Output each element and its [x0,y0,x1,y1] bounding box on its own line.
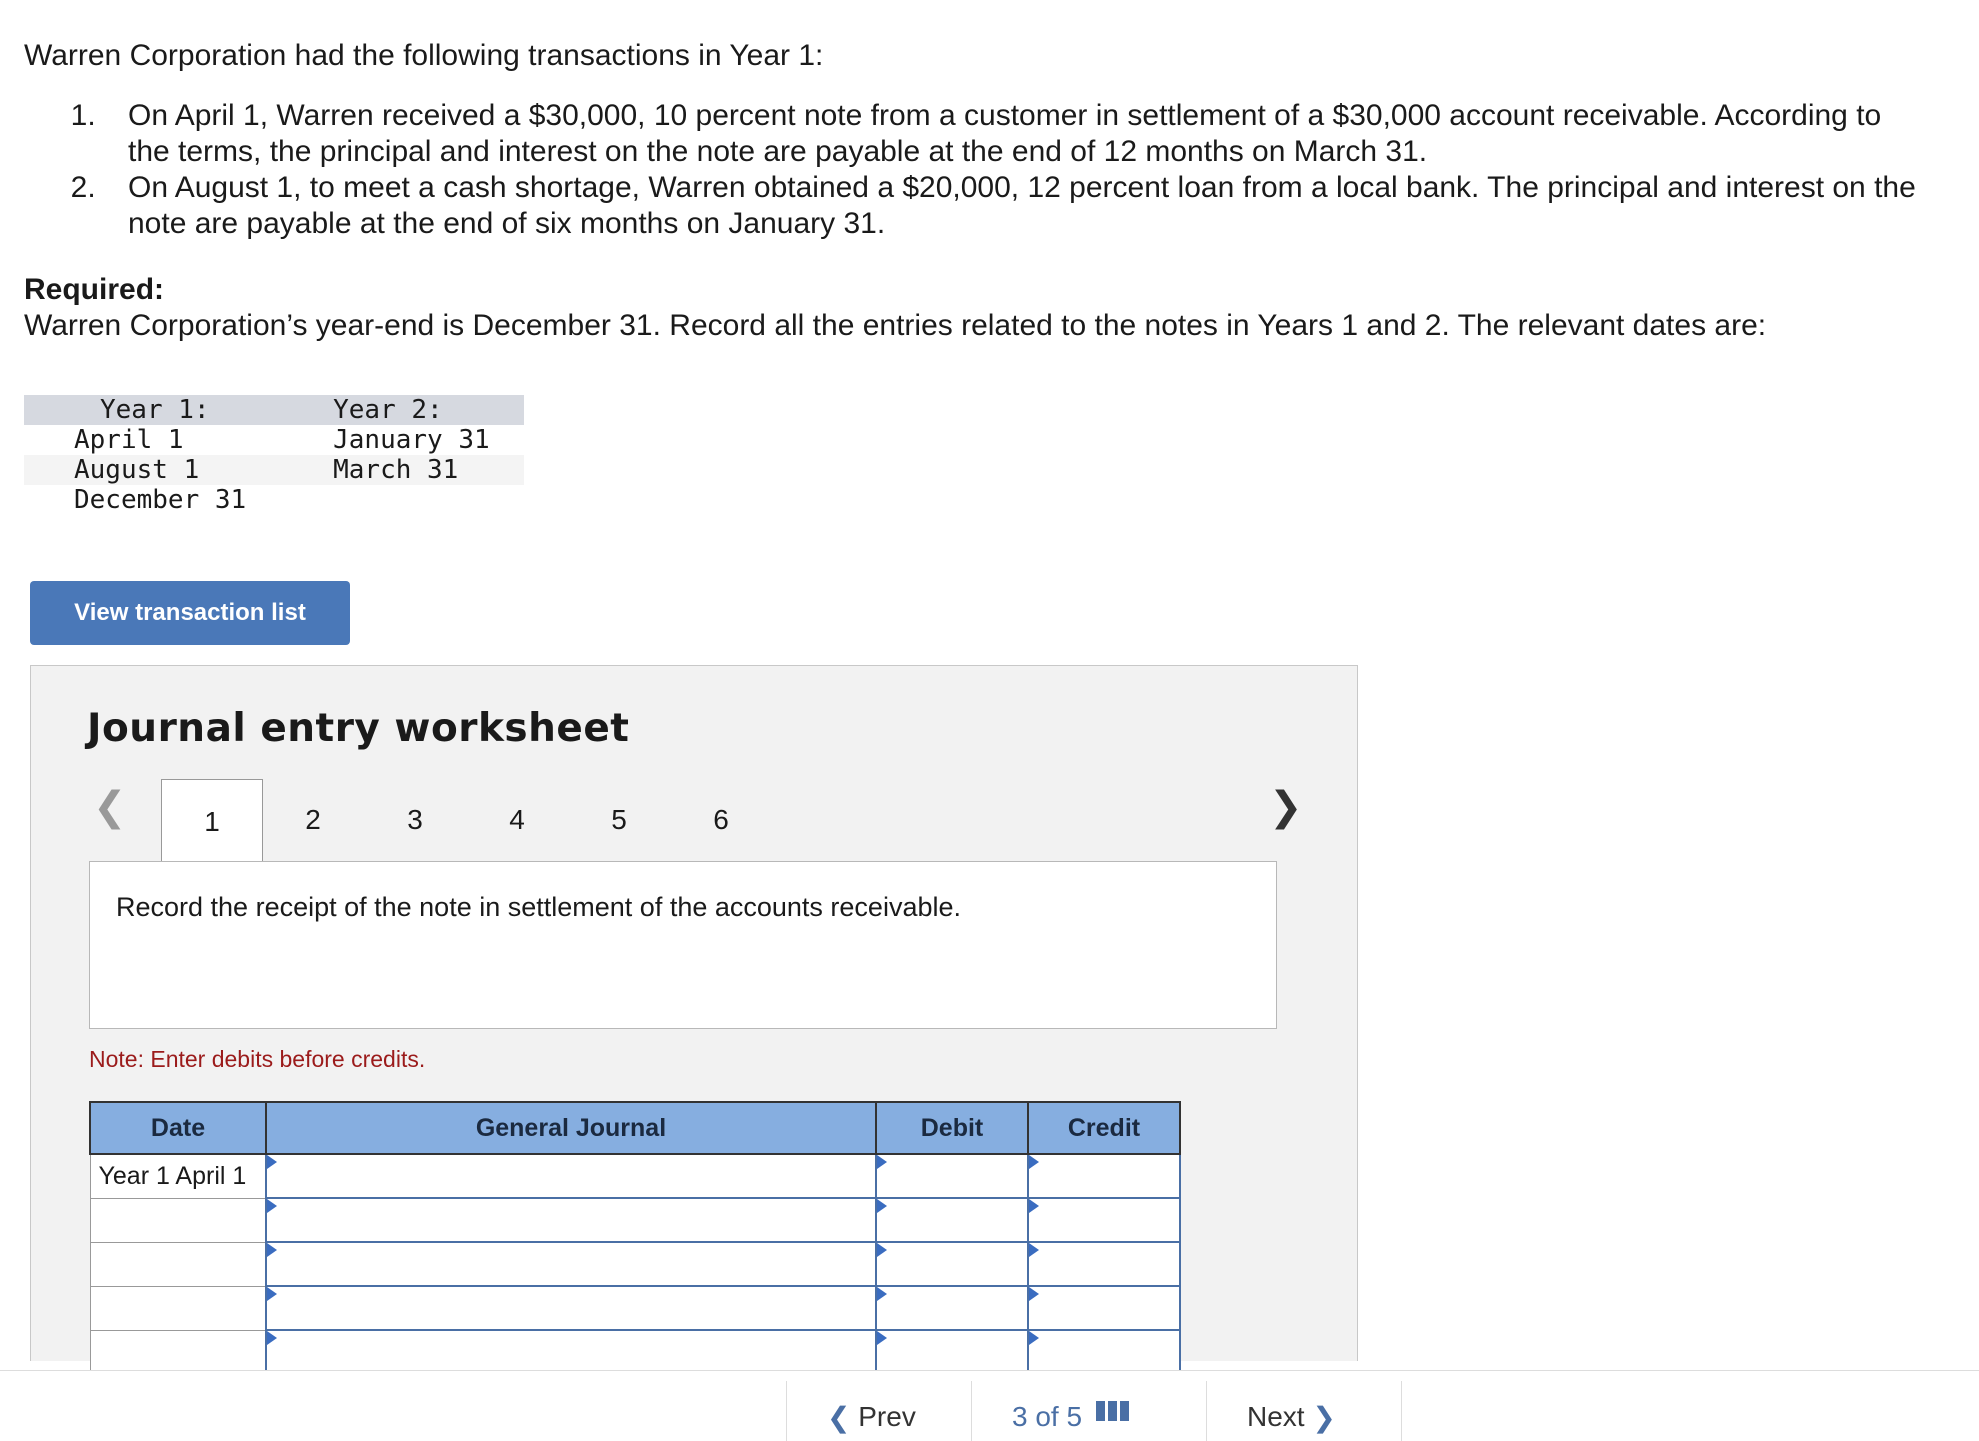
account-select[interactable] [266,1198,876,1242]
journal-row [90,1154,1180,1198]
view-transaction-list-button[interactable]: View transaction list [30,581,350,645]
relevant-dates-table [24,395,524,515]
next-label: Next [1247,1401,1305,1432]
grid-icon [1096,1401,1130,1421]
chevron-right-icon: ❯ [1304,1402,1336,1433]
credit-input[interactable] [1028,1242,1180,1286]
credit-input[interactable] [1028,1330,1180,1374]
prev-button[interactable] [787,1381,972,1441]
dates-row [24,425,524,455]
dates-header-year2: Year 2: [283,395,524,425]
debit-credit-note: Note: Enter debits before credits. [89,1046,426,1072]
dropdown-marker-icon [877,1287,887,1301]
account-select[interactable] [266,1330,876,1374]
journal-row [90,1242,1180,1286]
credit-input[interactable] [1028,1286,1180,1330]
dropdown-marker-icon [877,1155,887,1169]
journal-row [90,1198,1180,1242]
tab-2[interactable]: 2 [305,804,321,835]
total-questions: 5 [1066,1401,1083,1432]
required-heading: Required: [24,273,165,306]
required-text: Warren Corporation’s year-end is December 31. Record all the entries related to the notes in Years 1 and 2. The relevant dates are: [24,309,1767,342]
date-cell[interactable] [90,1198,266,1242]
of-label: of [1035,1401,1059,1432]
account-select[interactable] [266,1154,876,1198]
chevron-right-icon[interactable]: ❯ [1269,785,1303,829]
tab-6[interactable]: 6 [713,804,729,835]
required-section [24,272,1924,344]
bottom-navigation-bar [0,1370,1979,1431]
tab-4[interactable]: 4 [509,804,525,835]
debit-input[interactable] [876,1198,1028,1242]
journal-table [89,1101,1181,1375]
dates-row [24,455,524,485]
dates-header-year1: Year 1: [24,395,283,425]
question-pager [786,1381,1336,1441]
dropdown-marker-icon [267,1199,277,1213]
debit-column-header: Debit [876,1102,1028,1154]
tab-3[interactable]: 3 [407,804,423,835]
tab-5[interactable]: 5 [611,804,627,835]
dates-cell: December 31 [74,485,247,515]
debit-input[interactable] [876,1242,1028,1286]
dropdown-marker-icon [1029,1199,1039,1213]
chevron-left-icon[interactable]: ❮ [93,785,127,829]
dropdown-marker-icon [1029,1287,1039,1301]
dropdown-marker-icon [267,1331,277,1345]
dates-cell [283,485,524,515]
general-journal-column-header: General Journal [266,1102,876,1154]
worksheet-title: Journal entry worksheet [87,706,630,751]
question-counter[interactable] [972,1381,1207,1441]
transaction-item: 2. On August 1, to meet a cash shortage, Warren obtained a $20,000, 12 percent loan from a local bank. The principal and interest on the note are payable at the end of six months on January 31. [104,170,1924,242]
debit-input[interactable] [876,1330,1028,1374]
credit-column-header: Credit [1028,1102,1180,1154]
dropdown-marker-icon [267,1243,277,1257]
question-text [24,38,1924,344]
debit-input[interactable] [876,1286,1028,1330]
journal-entry-worksheet-panel [30,665,1358,1361]
dates-header-row [24,395,524,425]
journal-row [90,1286,1180,1330]
dropdown-marker-icon [1029,1155,1039,1169]
tab-1[interactable]: 1 [161,779,263,864]
chevron-left-icon: ❮ [827,1402,859,1433]
transaction-item: 1. On April 1, Warren received a $30,000, 10 percent note from a customer in settlement of a $30,000 account receivable. According to the terms, the principal and interest on the note are payable at the end of 12 months on March 31. [104,98,1924,170]
dropdown-marker-icon [877,1199,887,1213]
dates-cell: August 1 [24,455,283,485]
dropdown-marker-icon [267,1155,277,1169]
dropdown-marker-icon [1029,1243,1039,1257]
prev-label: Prev [858,1401,916,1432]
dates-cell: March 31 [283,455,524,485]
date-column-header: Date [90,1102,266,1154]
debit-input[interactable] [876,1154,1028,1198]
journal-header-row [90,1102,1180,1154]
dropdown-marker-icon [1029,1331,1039,1345]
dropdown-marker-icon [877,1331,887,1345]
account-select[interactable] [266,1286,876,1330]
date-cell[interactable] [90,1330,266,1374]
dropdown-marker-icon [877,1243,887,1257]
question-intro: Warren Corporation had the following transactions in Year 1: [24,39,824,72]
date-cell[interactable]: Year 1 April 1 [90,1154,266,1198]
dropdown-marker-icon [267,1287,277,1301]
date-cell[interactable] [90,1242,266,1286]
dates-row [24,485,524,515]
next-button[interactable] [1207,1381,1402,1441]
entry-instruction: Record the receipt of the note in settlement of the accounts receivable. [89,861,1277,1029]
credit-input[interactable] [1028,1154,1180,1198]
transaction-list [24,98,1924,242]
credit-input[interactable] [1028,1198,1180,1242]
journal-row [90,1330,1180,1374]
account-select[interactable] [266,1242,876,1286]
current-question: 3 [1012,1401,1028,1432]
dates-cell: April 1 [74,425,184,455]
date-cell[interactable] [90,1286,266,1330]
dates-cell: January 31 [333,425,490,455]
